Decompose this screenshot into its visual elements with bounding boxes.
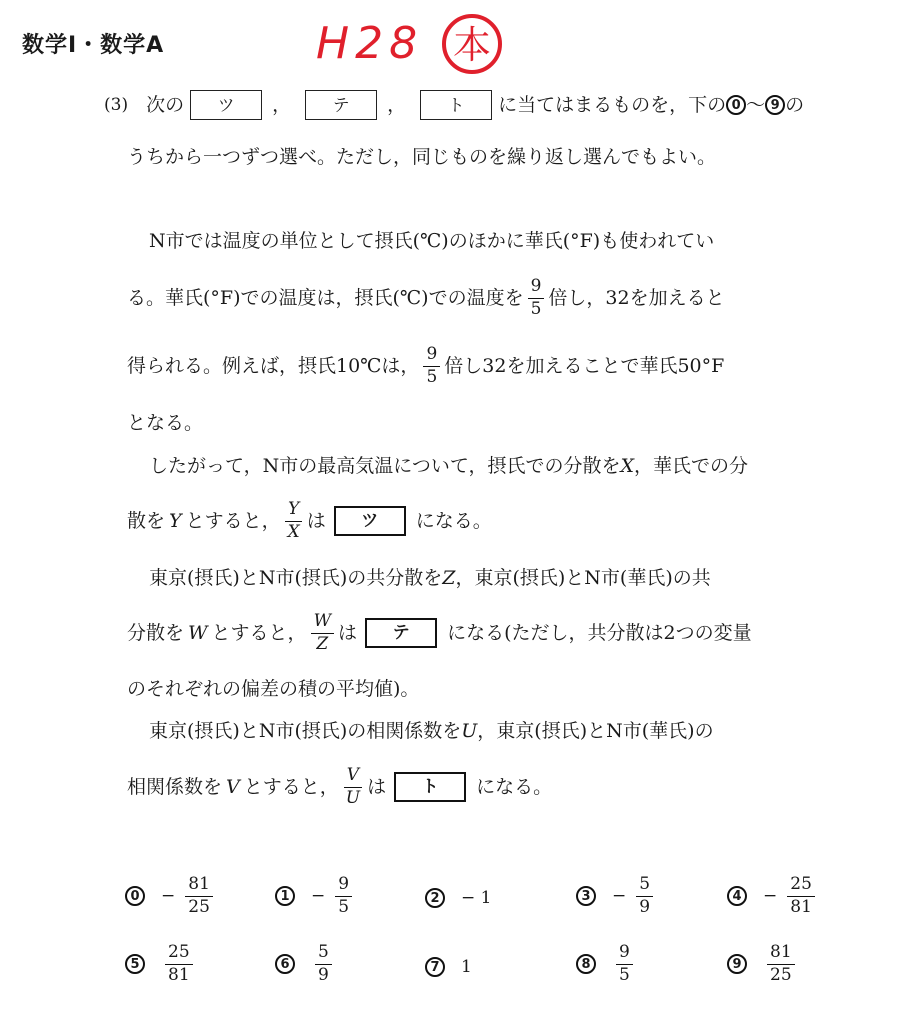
answer-box-te: テ (305, 90, 377, 120)
text: 分散を (127, 621, 185, 644)
denominator: X (287, 521, 300, 542)
choice-mark: 7 (425, 957, 445, 977)
choice-mark: 1 (275, 886, 295, 906)
choice-8 (576, 944, 637, 985)
fraction-9-5 (528, 275, 545, 319)
tilde: ～ (746, 93, 766, 116)
body-line: N市では温度の単位として摂氏(℃)のほかに華氏(°F)も使われてい (149, 230, 715, 252)
text: の (785, 93, 805, 116)
numerator: V (344, 767, 362, 788)
choice-mark: 6 (275, 954, 295, 974)
text: とすると， (185, 509, 281, 532)
text: ，華氏での分 (634, 455, 749, 477)
choice-mark: 8 (576, 954, 596, 974)
denominator: 25 (770, 964, 792, 985)
choice-mark: 0 (125, 886, 145, 906)
body-line (149, 569, 711, 588)
comma: ， (272, 93, 292, 116)
minus-sign: − (311, 886, 326, 907)
answer-box-tsu: ツ (334, 506, 406, 536)
variable-y: Y (169, 509, 182, 532)
choice-2 (425, 888, 491, 908)
choice-fraction (185, 876, 213, 917)
question-line-2: うちから一つずつ選べ。ただし，同じものを繰り返し選んでもよい。 (127, 146, 717, 168)
choice-fraction (616, 944, 633, 985)
numerator: 81 (767, 944, 795, 965)
body-line (127, 766, 552, 808)
text: したがって，N市の最高気温について，摂氏での分散を (149, 455, 621, 477)
choice-1 (275, 876, 356, 917)
denominator: 5 (426, 366, 438, 387)
numerator: 9 (528, 278, 545, 299)
text: 東京(摂氏)とN市(摂氏)の相関係数を (149, 720, 462, 742)
numerator: 5 (315, 944, 332, 965)
answer-box-te: テ (365, 618, 437, 648)
text: になる。 (476, 775, 553, 798)
comma: ， (387, 93, 407, 116)
choice-mark-9: 9 (765, 95, 785, 115)
variable-u: U (461, 720, 478, 742)
numerator: 9 (616, 944, 633, 965)
answer-box-to: ト (394, 772, 466, 802)
answer-box-tsu: ツ (190, 90, 262, 120)
minus-sign: − (161, 886, 176, 907)
body-line: のそれぞれの偏差の積の平均値)。 (127, 678, 420, 700)
denominator: 81 (168, 964, 190, 985)
body-line (127, 343, 725, 387)
stamp-text: H28 (316, 18, 424, 69)
text: に当てはまるものを，下の (498, 93, 727, 116)
text: ，東京(摂氏)とN市(華氏)の共 (455, 567, 711, 589)
numerator: Y (285, 501, 302, 522)
choice-fraction (315, 944, 332, 985)
page-title: 数学Ⅰ・数学A (22, 33, 165, 58)
text: 倍し，32を加えると (548, 286, 725, 309)
choice-3 (576, 876, 657, 917)
handwritten-stamp (312, 6, 512, 82)
text: 東京(摂氏)とN市(摂氏)の共分散を (149, 567, 443, 589)
text: る。華氏(°F)での温度は，摂氏(℃)での温度を (127, 286, 524, 309)
text: は (367, 775, 387, 798)
body-line (149, 457, 748, 476)
choice-fraction (165, 944, 193, 985)
choice-mark: 4 (727, 886, 747, 906)
fraction-v-over-u (343, 764, 363, 808)
choice-mark: 9 (727, 954, 747, 974)
denominator: 9 (639, 896, 651, 917)
choice-fraction (767, 944, 795, 985)
denominator: 5 (530, 298, 542, 319)
choice-mark: 2 (425, 888, 445, 908)
body-line (127, 275, 725, 319)
text: ，東京(摂氏)とN市(華氏)の (477, 720, 714, 742)
numerator: 9 (335, 876, 352, 897)
numerator: 25 (787, 876, 815, 897)
variable-v: V (226, 775, 240, 798)
fraction-w-over-z (311, 610, 334, 654)
text: 倍し32を加えることで華氏50°F (444, 354, 725, 377)
text: 相関係数を (127, 775, 223, 798)
answer-box-to: ト (420, 90, 492, 120)
choice-9 (727, 944, 799, 985)
numerator: 25 (165, 944, 193, 965)
body-line (149, 722, 714, 741)
question-line-1 (104, 90, 804, 120)
choice-value: − 1 (461, 888, 492, 908)
denominator: U (345, 787, 361, 808)
numerator: W (311, 613, 334, 634)
variable-x: X (620, 455, 635, 477)
choice-value: 1 (461, 957, 472, 977)
numerator: 9 (423, 346, 440, 367)
text: とすると， (211, 621, 307, 644)
text: は (338, 621, 358, 644)
denominator: 81 (790, 896, 812, 917)
choice-fraction (787, 876, 815, 917)
minus-sign: − (763, 886, 778, 907)
text: になる。 (415, 509, 492, 532)
choice-mark-0: 0 (726, 95, 746, 115)
denominator: 9 (318, 964, 329, 985)
text: になる(ただし，共分散は2つの変量 (447, 621, 752, 644)
fraction-9-5 (423, 343, 440, 387)
choice-fraction (636, 876, 653, 917)
numerator: 5 (636, 876, 653, 897)
question-number: (3) (104, 94, 129, 115)
choice-7 (425, 957, 472, 977)
text: は (306, 509, 326, 532)
body-line (127, 612, 752, 654)
fraction-y-over-x (285, 498, 303, 542)
numerator: 81 (185, 876, 213, 897)
choice-fraction (335, 876, 352, 917)
text: 散を (127, 509, 166, 532)
choice-4 (727, 876, 819, 917)
variable-w: W (188, 621, 208, 644)
denominator: 5 (619, 964, 630, 985)
body-line: となる。 (127, 412, 204, 434)
choice-0 (125, 876, 217, 917)
stamp-kanji: 本 (452, 23, 492, 67)
text: とすると， (243, 775, 339, 798)
variable-z: Z (442, 567, 456, 589)
text: 得られる。例えば，摂氏10℃は， (127, 354, 420, 377)
text: 次の (146, 93, 185, 116)
denominator: 5 (338, 896, 350, 917)
denominator: 25 (188, 896, 210, 917)
choice-mark: 5 (125, 954, 145, 974)
choice-mark: 3 (576, 886, 596, 906)
denominator: Z (316, 633, 329, 654)
choice-6 (275, 944, 336, 985)
choice-5 (125, 944, 197, 985)
minus-sign: − (612, 886, 627, 907)
body-line (127, 500, 492, 542)
